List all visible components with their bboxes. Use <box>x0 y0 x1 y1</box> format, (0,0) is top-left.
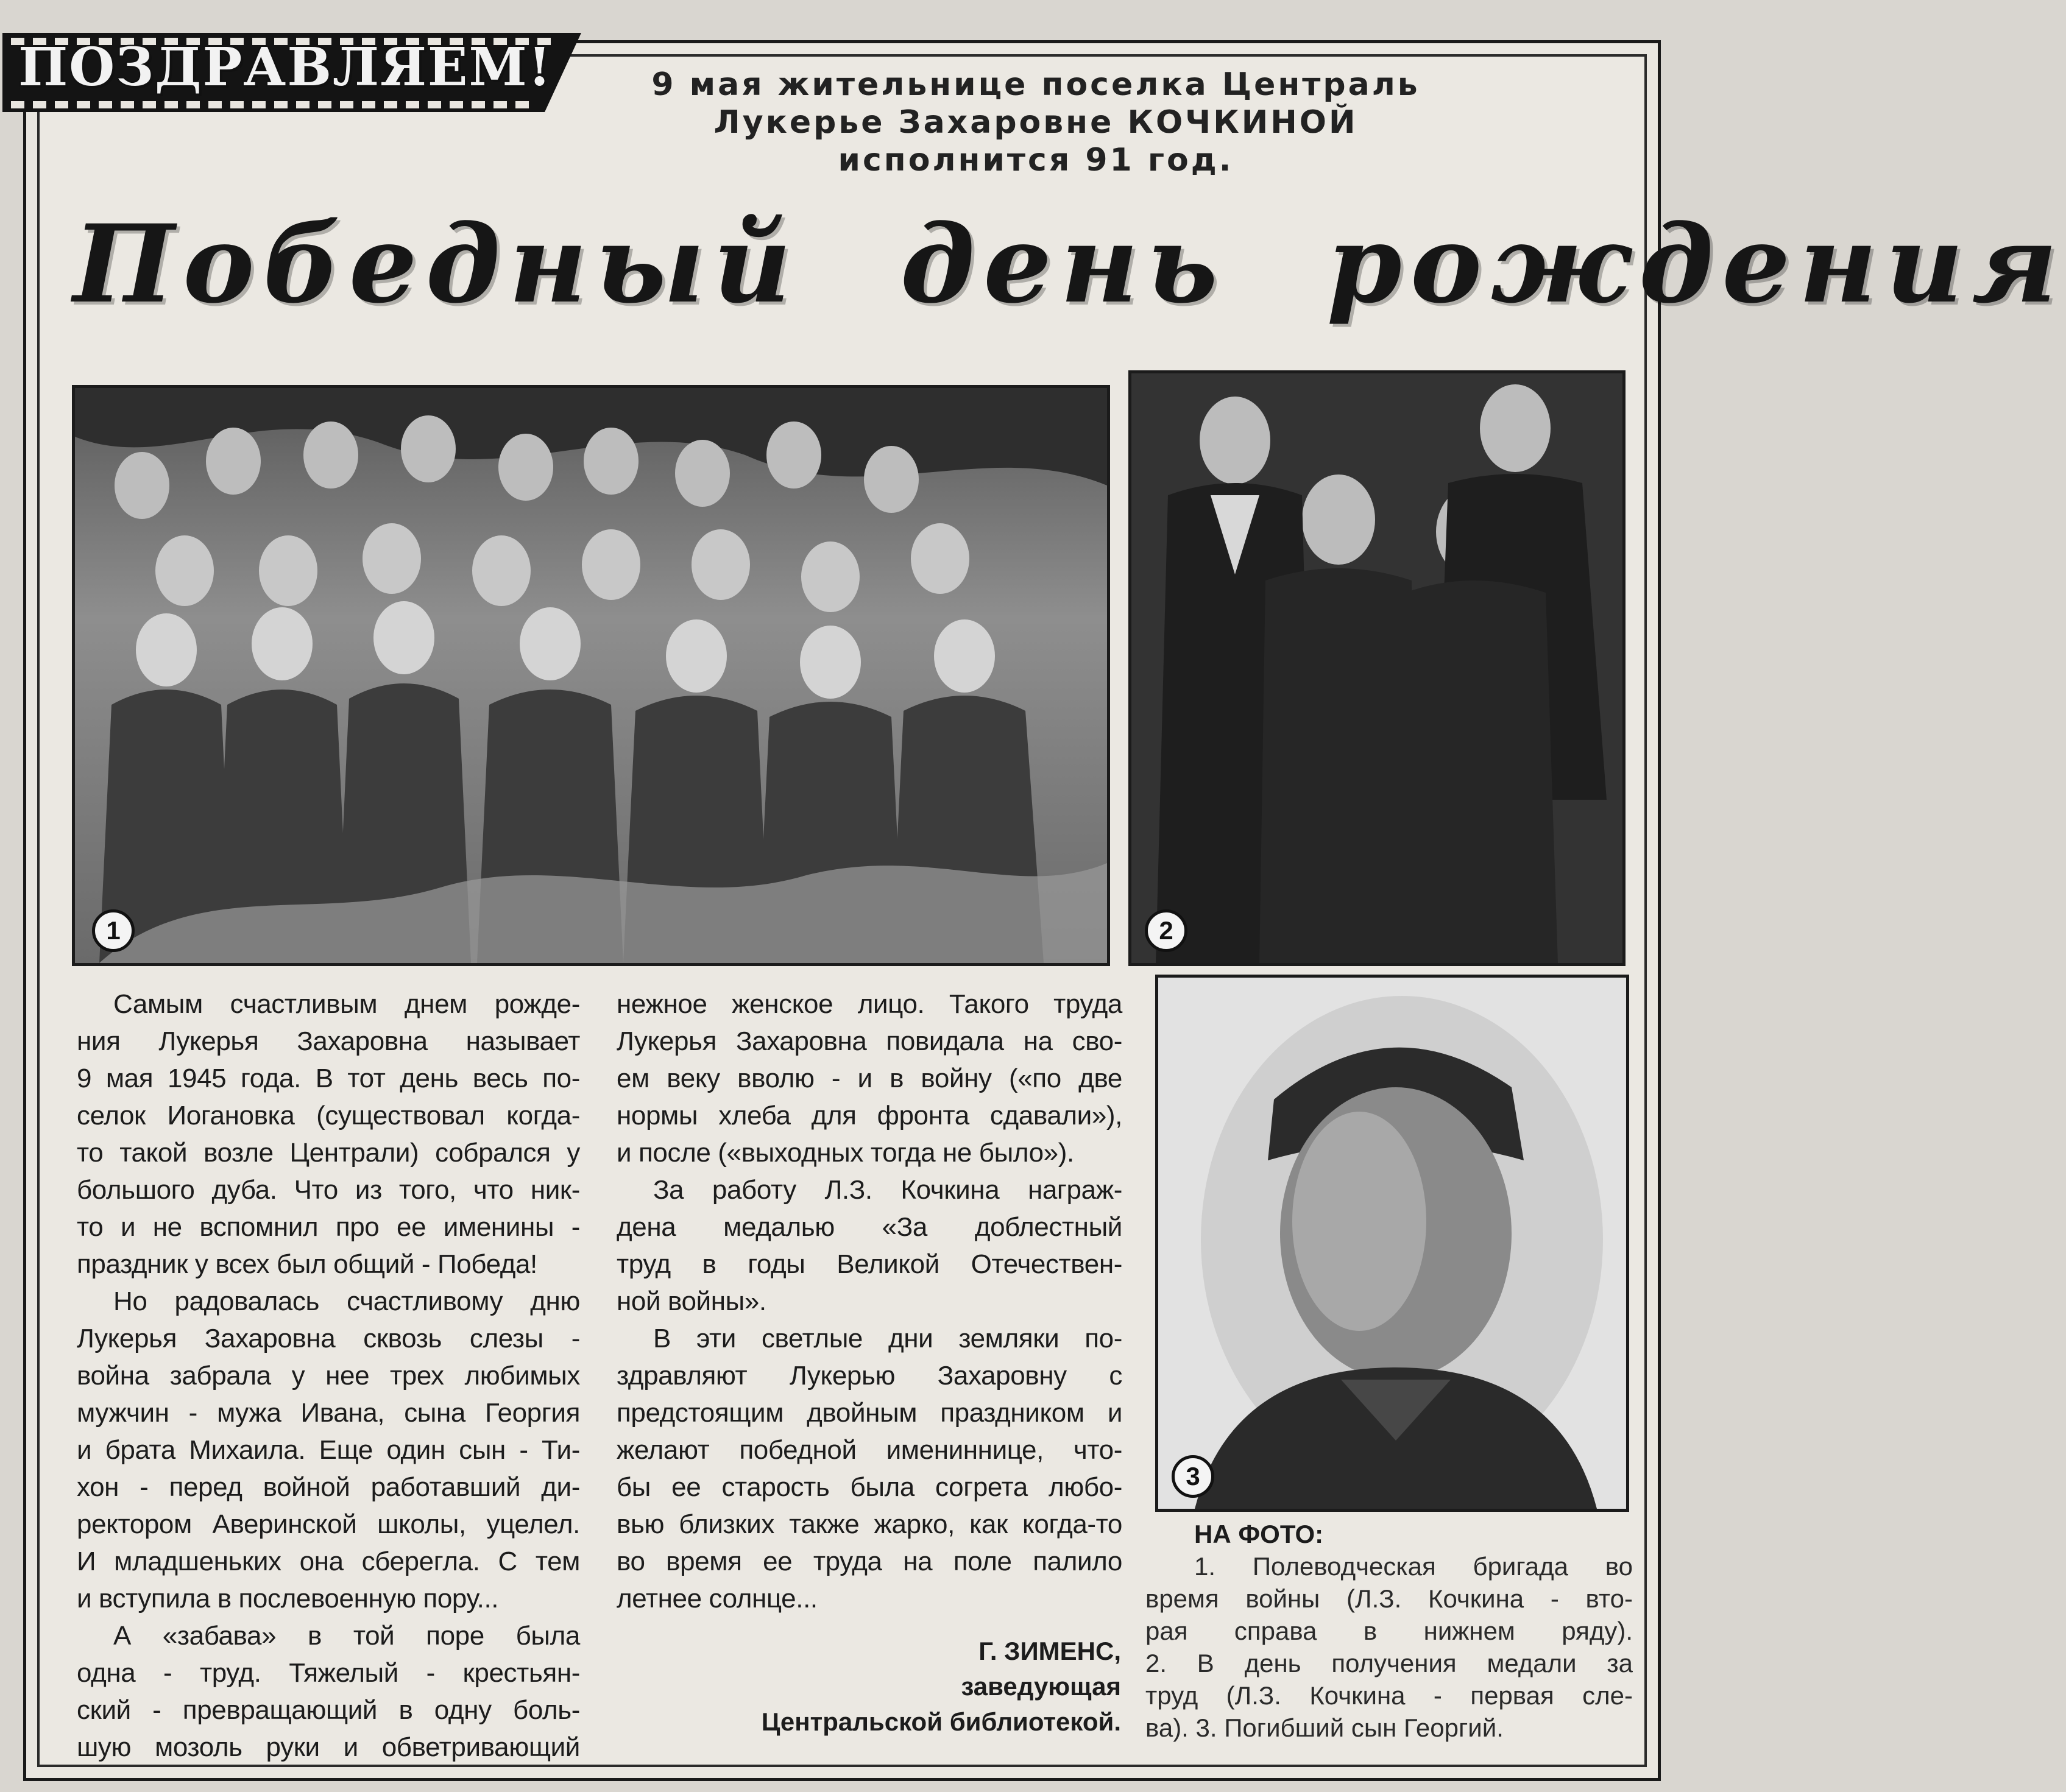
text-line: во время ее труда на поле палило <box>617 1547 1122 1576</box>
text-line: Лукерья Захаровна повидала на сво- <box>617 1026 1122 1056</box>
text-line: и после («выходных тогда не было»). <box>617 1138 1074 1168</box>
caption-line: 2. В день получения медали за <box>1145 1649 1633 1677</box>
banner-title: ПОЗДРАВЛЯЕМ! <box>18 37 553 98</box>
text-line: вью близких также жарко, как когда-то <box>617 1509 1122 1539</box>
text-line: А «забава» в той поре была <box>113 1621 580 1651</box>
text-line: то и не вспомнил про ее именины - <box>77 1212 580 1242</box>
author-signature <box>646 1634 1121 1740</box>
text-line: война забрала у нее трех любимых <box>77 1361 580 1391</box>
photo-number-badge: 3 <box>1172 1455 1214 1498</box>
caption-line: 1. Полеводческая бригада во <box>1194 1552 1633 1581</box>
text-line: И младшеньких она сберегла. С тем <box>77 1547 580 1576</box>
text-line: Лукерья Захаровна сквозь слезы - <box>77 1324 580 1353</box>
text-line: предстоящим двойным праздником и <box>617 1398 1122 1428</box>
text-line: За работу Л.З. Кочкина награж- <box>653 1175 1122 1205</box>
text-line: 9 мая 1945 года. В тот день весь по- <box>77 1064 580 1093</box>
author-position: заведующая <box>961 1672 1121 1701</box>
caption-line: труд (Л.З. Кочкина - первая сле- <box>1145 1681 1633 1710</box>
subheadline-line: 9 мая жительнице поселка Централь <box>651 66 1420 103</box>
author-name: Г. ЗИМЕНС, <box>978 1637 1121 1665</box>
text-line: нежное женское лицо. Такого труда <box>617 989 1122 1019</box>
caption-line: время войны (Л.З. Кочкина - вто- <box>1145 1584 1633 1613</box>
text-line: то такой возле Централи) собрался у <box>77 1138 580 1168</box>
caption-line: ва). 3. Погибший сын Георгий. <box>1145 1713 1504 1742</box>
text-line: и брата Михаила. Еще один сын - Ти- <box>77 1435 580 1465</box>
text-line: ский - превращающий в одну боль- <box>77 1695 580 1725</box>
text-line: В эти светлые дни земляки по- <box>653 1324 1122 1353</box>
text-line: труд в годы Великой Отечествен- <box>617 1249 1122 1279</box>
text-line: шую мозоль руки и обветривающий <box>77 1732 580 1762</box>
text-line: дена медалью «За доблестный <box>617 1212 1122 1242</box>
text-line: хон - перед войной работавший ди- <box>77 1472 580 1502</box>
article-column-1 <box>77 986 580 1766</box>
captions-title: НА ФОТО: <box>1194 1520 1324 1548</box>
text-line: селок Иогановка (существовал когда- <box>77 1101 580 1131</box>
text-line: летнее солнце... <box>617 1584 818 1614</box>
author-organization: Центральской библиотекой. <box>761 1707 1121 1736</box>
photo-number-badge: 1 <box>92 909 135 952</box>
text-line: Самым счастливым днем рожде- <box>113 989 580 1019</box>
photo-field-brigade <box>72 385 1110 966</box>
photo-captions <box>1145 1518 1633 1744</box>
subheadline <box>573 66 1499 179</box>
text-line: нормы хлеба для фронта сдавали»), <box>617 1101 1122 1131</box>
photo-number-badge: 2 <box>1145 909 1187 952</box>
text-line: мужчин - мужа Ивана, сына Георгия <box>77 1398 580 1428</box>
text-line: и вступила в послевоенную пору... <box>77 1584 499 1614</box>
text-line: желают победной имениннице, что- <box>617 1435 1122 1465</box>
text-line: ния Лукерья Захаровна называет <box>77 1026 580 1056</box>
photo-son-georgiy <box>1155 975 1629 1512</box>
text-line: здравляют Лукерью Захаровну с <box>617 1361 1122 1391</box>
text-line: праздник у всех был общий - Победа! <box>77 1249 537 1279</box>
subheadline-line: Лукерье Захаровне КОЧКИНОЙ <box>713 104 1358 141</box>
congratulations-banner <box>2 27 587 118</box>
text-line: ректором Аверинской школы, уцелел. <box>77 1509 580 1539</box>
subheadline-line: исполнится 91 год. <box>838 142 1234 178</box>
article-column-2 <box>617 986 1122 1617</box>
text-line: ем веку вволю - и в войну («по две <box>617 1064 1122 1093</box>
article-headline: Победный день рождения <box>73 201 2066 327</box>
text-line: ной войны». <box>617 1286 766 1316</box>
caption-line: рая справа в нижнем ряду). <box>1145 1617 1633 1645</box>
text-line: одна - труд. Тяжелый - крестьян- <box>77 1658 580 1688</box>
text-line: большого дуба. Что из того, что ник- <box>77 1175 580 1205</box>
text-line: бы ее старость была согрета любо- <box>617 1472 1122 1502</box>
photo-medal-day <box>1128 370 1626 966</box>
text-line: Но радовалась счастливому дню <box>113 1286 580 1316</box>
